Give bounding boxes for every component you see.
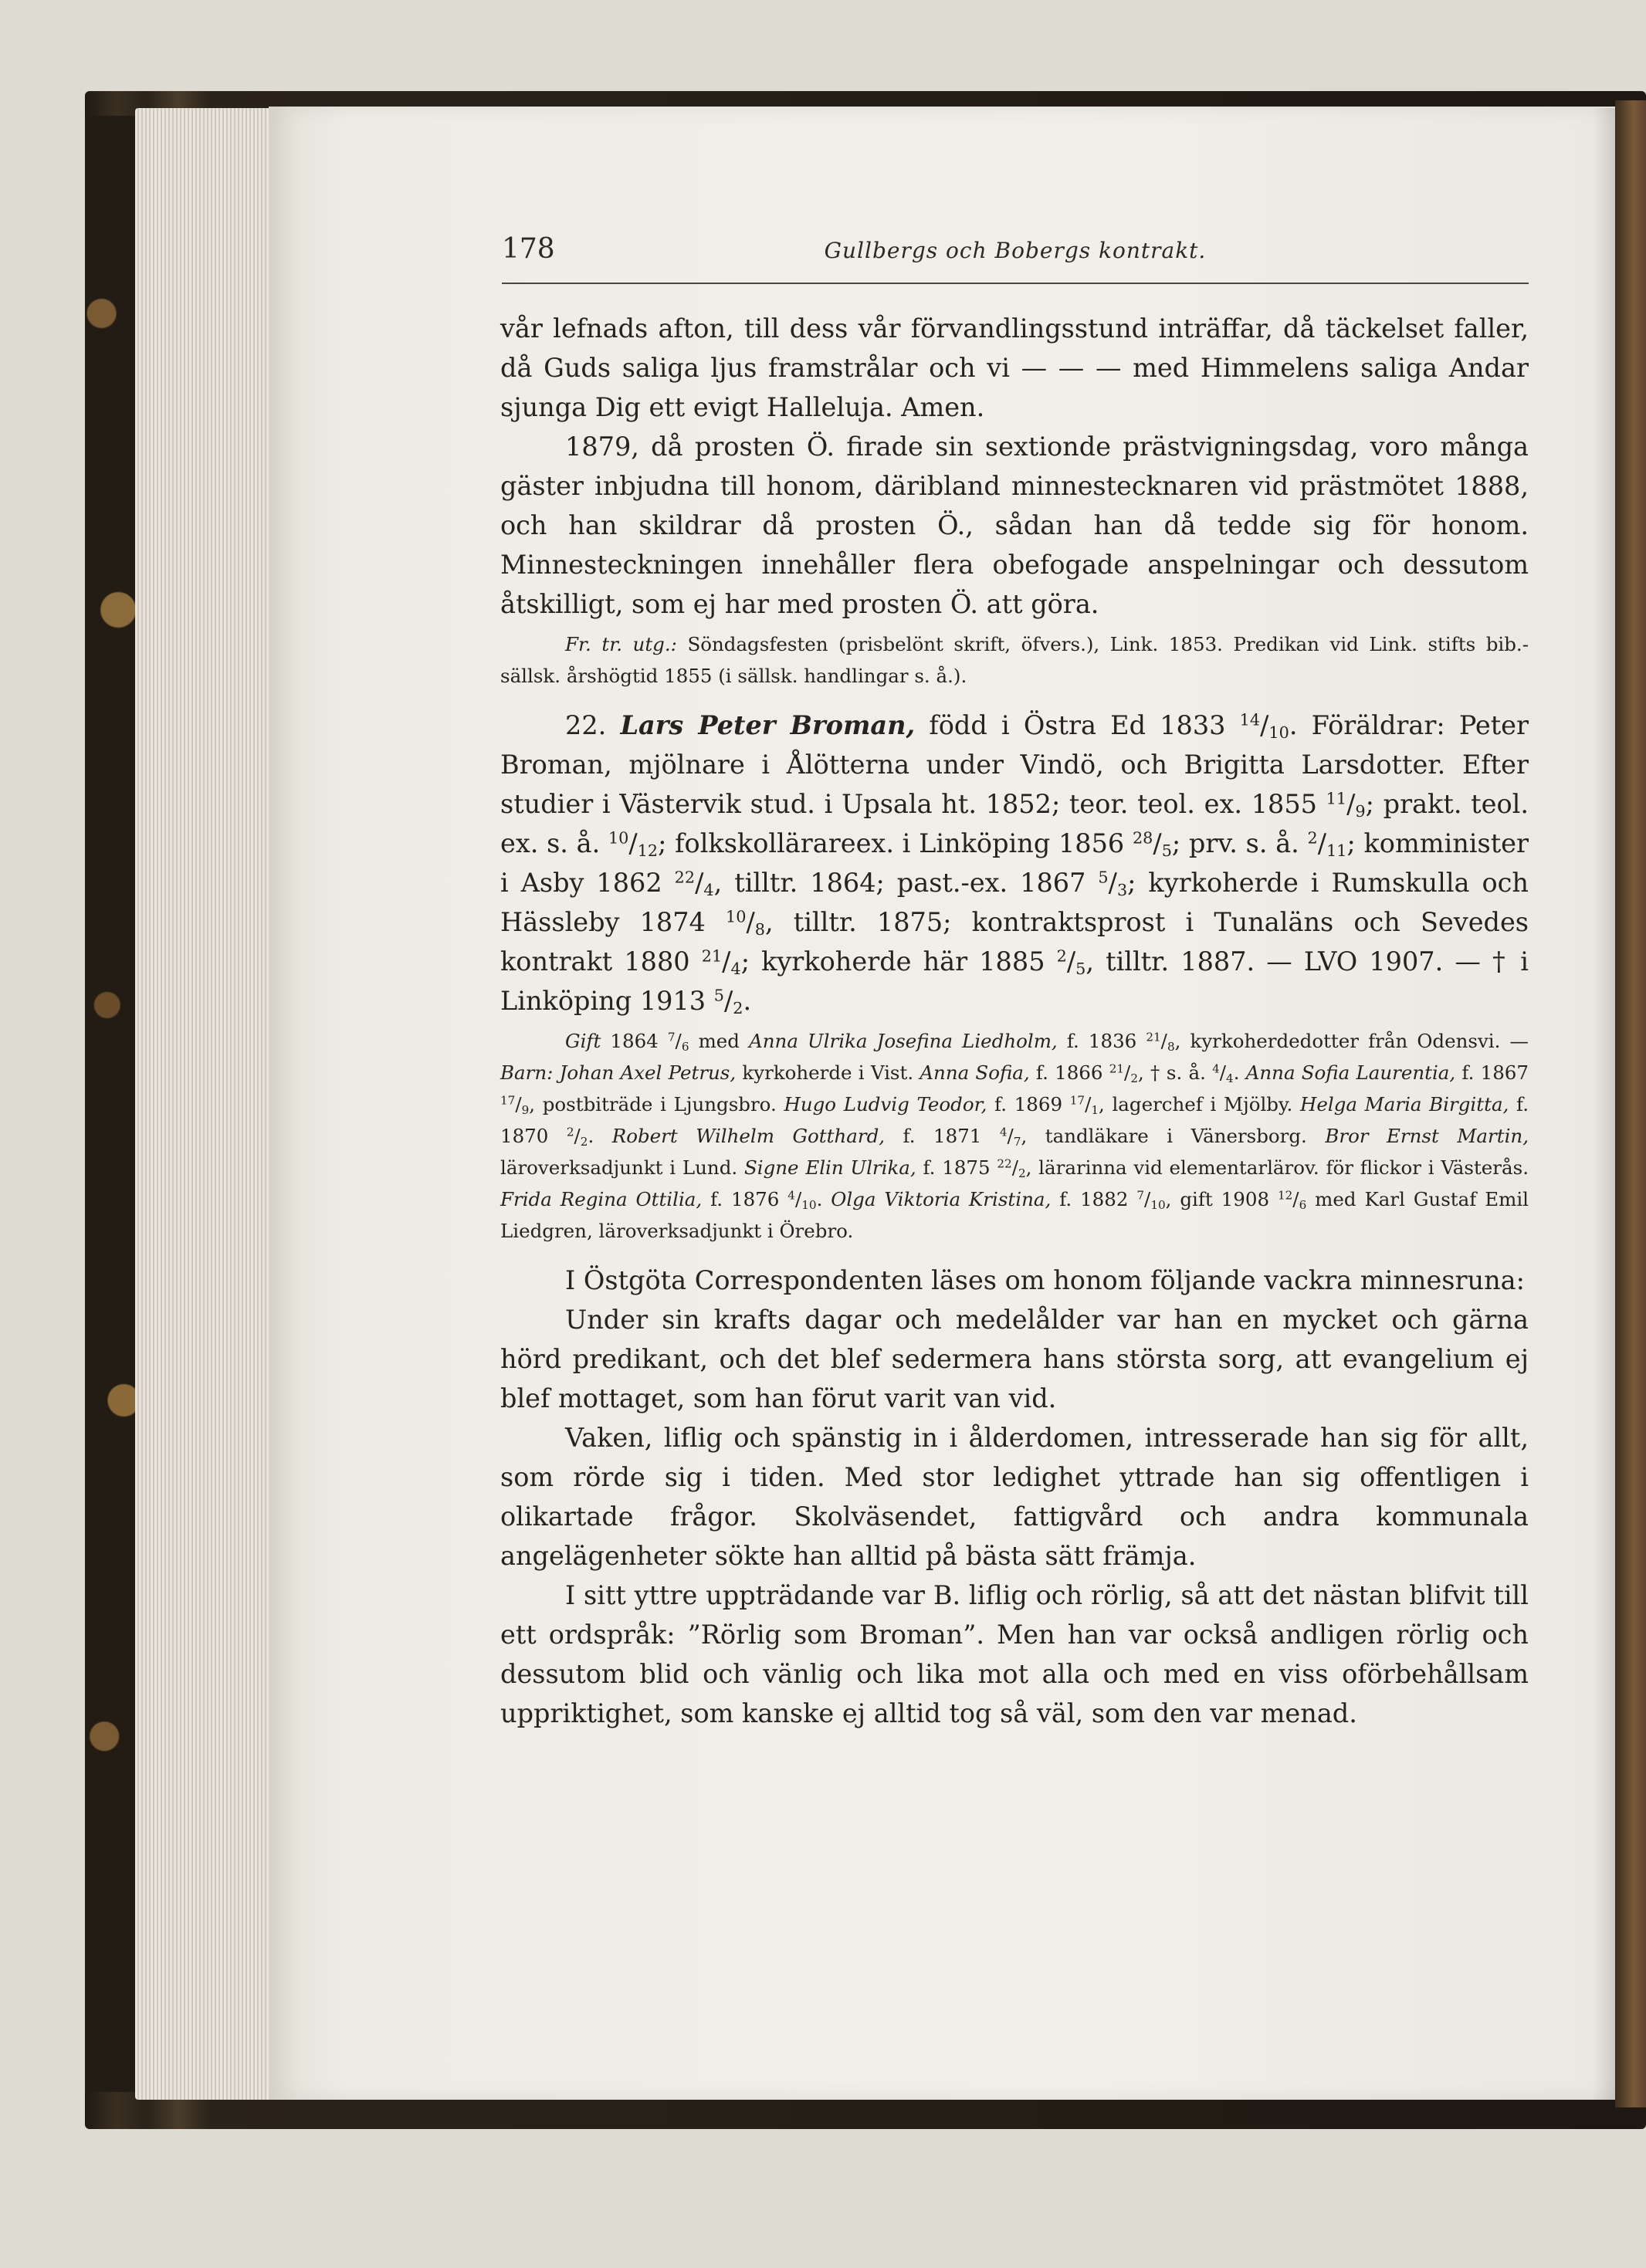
running-title: Gullbergs och Bobergs kontrakt.: [824, 238, 1207, 263]
entry-name: Lars Peter Broman,: [620, 710, 916, 740]
paragraph-sermon-end: vår lefnads afton, till dess vår förvandlingsstund inträffar, då täckelset faller, då Guds saliga ljus framstrålar och vi — — — med Himmelens saliga Andar sjunga Dig ett evigt Halleluja. Amen.: [500, 313, 1529, 422]
date-denominator: 6: [681, 1039, 689, 1054]
book-spine: [1615, 100, 1646, 2107]
family-text: 1864: [601, 1030, 659, 1052]
paragraph-character: I sitt yttre uppträdande var B. liflig och rörlig, så att det nästan blifvit till ett ordspråk: ”Rörlig som Broman”. Men han var också andligen rörlig och dessutom blid och vänlig och lika mot alla och med en viss oförbehållsam uppriktighet, som kanske ej alltid tog så väl, som den var menad.: [500, 1580, 1529, 1728]
date-numerator: 2: [566, 1125, 574, 1139]
page-body: [500, 309, 1529, 1733]
date-denominator: 12: [637, 841, 659, 861]
date-denominator: 4: [703, 881, 714, 900]
family-text: , postbiträde i Ljungsbro.: [529, 1093, 784, 1115]
date-denominator: 7: [1013, 1134, 1021, 1149]
family-label-gift: Gift: [565, 1030, 601, 1052]
paragraph-minnesruna-intro: I Östgöta Correspondenten läses om honom följande vackra minnesruna:: [565, 1265, 1525, 1295]
entry-22-biography: 22. Lars Peter Broman, född i Östra Ed 1833 $^{14}/_{10}$. Föräldrar: Peter Broman, mjölnare i Ålötterna under Vindö, och Brigitta Larsdotter. Efter studier i Västervik stud. i Upsala ht. 1852; teor. teol. ex. 1855 $^{11}/_9$; prakt. teol. ex. s. å. $^{10}/_{12}$; folkskollärareex. i Linköping 1856 $^{28}/_5$; prv. s. å. $^2/_{11}$; komminister i Asby 1862 $^{22}/_4$, tilltr. 1864; past.-ex. 1867 $^5/_3$; kyrkoherde i Rumskulla och Hässleby 1874 $^{10}/_8$, tilltr. 1875; kontraktsprost i Tunaläns och Sevedes kontrakt 1880 $^{21}/_4$; kyrkoherde här 1885 $^2/_5$, tilltr. 1887. — LVO 1907. — † i Linköping 1913 $^5/_2$.: [500, 710, 1529, 1018]
family-text: , † s. å.: [1137, 1061, 1206, 1084]
child-name: Anna Sofia Laurentia,: [1245, 1061, 1456, 1084]
family-text: , tandläkare i Vänersborg.: [1021, 1125, 1326, 1147]
child-name: Anna Sofia,: [920, 1061, 1030, 1084]
family-text: .: [588, 1125, 612, 1147]
date-numerator: 14: [1239, 710, 1261, 729]
entry-text: , tilltr. 1887. — LVO 1907. — † i Linköping 1913: [500, 946, 1529, 1016]
entry-text: ; kyrkoherde här 1885: [740, 946, 1045, 977]
note-text: Söndagsfesten (prisbelönt skrift, öfvers.), Link. 1853. Predikan vid Link. stifts bib.-sällsk. årshögtid 1855 (i sällsk. handlingar s. å.).: [500, 633, 1529, 687]
date-numerator: 10: [726, 907, 747, 926]
family-text: .: [816, 1188, 831, 1210]
entry-text: ; prv. s. å.: [1171, 828, 1299, 858]
date-denominator: 8: [754, 920, 765, 939]
family-text: , lärarinna vid elementarlärov. för flickor i Västerås.: [1025, 1156, 1529, 1179]
date-numerator: 4: [787, 1188, 795, 1203]
family-text: , gift 1908: [1165, 1188, 1270, 1210]
date-denominator: 6: [1299, 1197, 1307, 1212]
entry-text: . Föräldrar: Peter Broman, mjölnare i Ålötterna under Vindö, och Brigitta Larsdotter. Efter studier i Västervik stud. i Upsala ht. 1852; teor. teol. ex. 1855: [500, 710, 1529, 819]
family-text: med: [689, 1030, 750, 1052]
date-denominator: 11: [1326, 841, 1347, 861]
family-text: f. 1871: [885, 1125, 982, 1147]
date-numerator: 5: [1098, 868, 1109, 887]
date-denominator: 9: [521, 1102, 530, 1117]
wife-name: Anna Ulrika Josefina Liedholm,: [749, 1030, 1058, 1052]
child-name: Bror Ernst Martin,: [1325, 1125, 1529, 1147]
date-denominator: 5: [1161, 841, 1172, 861]
page-edges: [135, 108, 290, 2100]
date-numerator: 12: [1277, 1188, 1293, 1203]
date-numerator: 7: [667, 1030, 676, 1044]
date-denominator: 2: [1018, 1166, 1026, 1180]
entry-number: 22.: [565, 710, 607, 740]
family-text: kyrkoherde i Vist.: [736, 1061, 920, 1084]
family-text: med Karl Gustaf Emil Liedgren, läroverksadjunkt i Örebro.: [500, 1188, 1529, 1242]
date-numerator: 21: [1146, 1030, 1161, 1044]
date-numerator: 17: [500, 1093, 516, 1108]
family-text: , kyrkoherdedotter från Odensvi. —: [1174, 1030, 1529, 1052]
date-numerator: 22: [674, 868, 696, 887]
date-denominator: 8: [1167, 1039, 1175, 1054]
paragraph-1879: 1879, då prosten Ö. firade sin sextionde prästvigningsdag, voro många gäster inbjudna till honom, däribland minnestecknaren vid prästmötet 1888, och han skildrar då prosten Ö., sådan han då tedde sig för honom. Minnesteckningen innehåller flera obefogade anspelningar och dessutom åtskilligt, som ej har med prosten Ö. att göra.: [500, 432, 1529, 619]
family-text: f. 1869: [987, 1093, 1063, 1115]
date-numerator: 21: [701, 946, 723, 966]
date-numerator: 10: [608, 828, 629, 848]
date-numerator: 5: [713, 986, 724, 1005]
date-numerator: 21: [1109, 1061, 1125, 1076]
family-text: f. 1876: [702, 1188, 780, 1210]
family-text: läroverksadjunkt i Lund.: [500, 1156, 744, 1179]
family-text: f. 1870: [500, 1093, 1529, 1147]
date-denominator: 10: [801, 1197, 817, 1212]
date-numerator: 2: [1056, 946, 1067, 966]
date-numerator: 4: [999, 1125, 1008, 1139]
date-denominator: 10: [1150, 1197, 1166, 1212]
page-header: [502, 233, 1529, 284]
date-denominator: 4: [730, 960, 741, 979]
family-note: Gift 1864 $^7/_6$ med Anna Ulrika Josefina Liedholm, f. 1836 $^{21}/_8$, kyrkoherdedotter från Odensvi. — Barn: Johan Axel Petrus, kyrkoherde i Vist. Anna Sofia, f. 1866 $^{21}/_2$, † s. å. $^4/_4$. Anna Sofia Laurentia, f. 1867 $^{17}/_9$, postbiträde i Ljungsbro. Hugo Ludvig Teodor, f. 1869 $^{17}/_1$, lagerchef i Mjölby. Helga Maria Birgitta, f. 1870 $^2/_2$. Robert Wilhelm Gotthard, f. 1871 $^4/_7$, tandläkare i Vänersborg. Bror Ernst Martin, läroverksadjunkt i Lund. Signe Elin Ulrika, f. 1875 $^{22}/_2$, lärarinna vid elementarlärov. för flickor i Västerås. Frida Regina Ottilia, f. 1876 $^4/_{10}$. Olga Viktoria Kristina, f. 1882 $^7/_{10}$, gift 1908 $^{12}/_6$ med Karl Gustaf Emil Liedgren, läroverksadjunkt i Örebro.: [500, 1030, 1529, 1242]
paragraph-old-age: Vaken, liflig och spänstig in i ålderdomen, intresserade han sig för allt, som rörde sig i tiden. Med stor ledighet yttrade han sig offentligen i olikartade frågor. Skolväsendet, fattigvård och andra kommunala angelägenheter sökte han alltid på bästa sätt främja.: [500, 1423, 1529, 1571]
family-text: f. 1882: [1051, 1188, 1129, 1210]
family-text: , lagerchef i Mjölby.: [1099, 1093, 1301, 1115]
date-numerator: 7: [1136, 1188, 1145, 1203]
note-label: Fr. tr. utg.:: [565, 633, 677, 655]
date-denominator: 3: [1116, 881, 1128, 900]
entry-text: ; komminister i Asby 1862: [500, 828, 1529, 898]
child-name: Helga Maria Birgitta,: [1300, 1093, 1509, 1115]
entry-text: ; kyrkoherde i Rumskulla och Hässleby 1874: [500, 868, 1529, 937]
date-numerator: 22: [997, 1156, 1012, 1171]
note-printed-works: [500, 628, 1529, 692]
entry-text: , tilltr. 1864; past.-ex. 1867: [713, 868, 1086, 898]
date-numerator: 28: [1132, 828, 1153, 848]
entry-text: ; prakt. teol. ex. s. å.: [500, 789, 1529, 858]
date-denominator: 10: [1268, 723, 1289, 743]
child-name: Olga Viktoria Kristina,: [831, 1188, 1052, 1210]
family-text: f. 1866: [1029, 1061, 1103, 1084]
child-name: Frida Regina Ottilia,: [500, 1188, 703, 1210]
paragraph-preacher: Under sin krafts dagar och medelålder var han en mycket och gärna hörd predikant, och det blef sedermera hans största sorg, att evangelium ej blef mottaget, som han förut varit van vid.: [500, 1305, 1529, 1413]
date-denominator: 5: [1075, 960, 1086, 979]
child-name: Signe Elin Ulrika,: [743, 1156, 916, 1179]
date-denominator: 9: [1355, 802, 1366, 821]
family-text: f. 1875: [916, 1156, 991, 1179]
date-denominator: 4: [1226, 1071, 1234, 1085]
date-numerator: 4: [1212, 1061, 1220, 1076]
child-name: Robert Wilhelm Gotthard,: [611, 1125, 886, 1147]
date-denominator: 1: [1091, 1102, 1099, 1117]
date-numerator: 11: [1326, 789, 1347, 808]
marbled-cover-edge: [85, 116, 141, 2092]
date-denominator: 2: [580, 1134, 588, 1149]
family-text: .: [1233, 1061, 1246, 1084]
entry-text: född i Östra Ed 1833: [929, 710, 1226, 740]
family-text: f. 1836: [1057, 1030, 1137, 1052]
date-numerator: 2: [1307, 828, 1318, 848]
child-name: Barn: Johan Axel Petrus,: [500, 1061, 737, 1084]
entry-text: , tilltr. 1875; kontraktsprost i Tunaläns och Sevedes kontrakt 1880: [500, 907, 1529, 977]
child-name: Hugo Ludvig Teodor,: [784, 1093, 987, 1115]
family-text: f. 1867: [1455, 1061, 1529, 1084]
entry-text: ; folkskollärareex. i Linköping 1856: [658, 828, 1125, 858]
page-gutter-shadow: [1592, 108, 1615, 2100]
page-number: 178: [502, 233, 555, 265]
date-numerator: 17: [1069, 1093, 1085, 1108]
date-denominator: 2: [733, 999, 743, 1018]
date-denominator: 2: [1130, 1071, 1138, 1085]
entry-text: .: [743, 986, 752, 1016]
